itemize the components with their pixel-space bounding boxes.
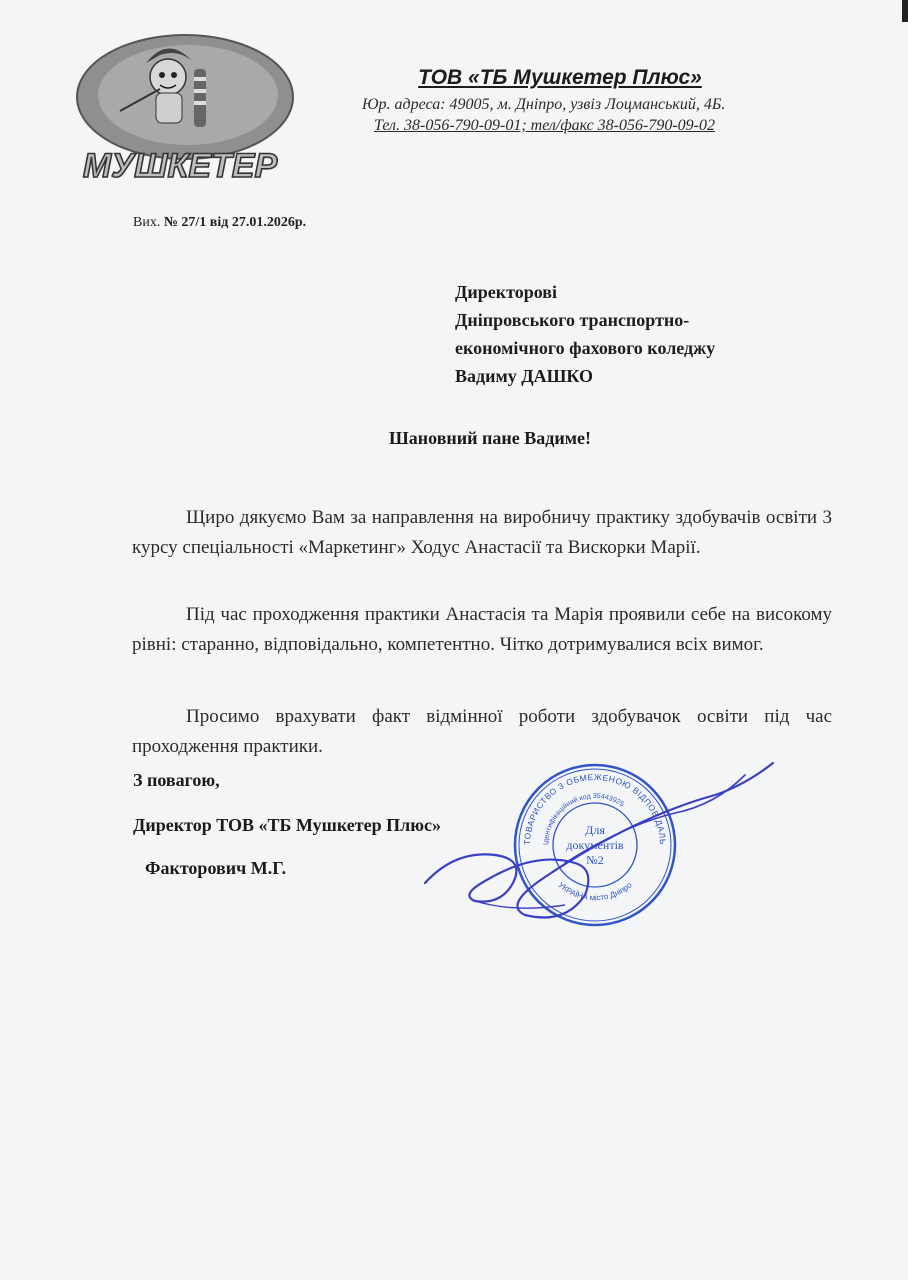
signatory-position: Директор ТОВ «ТБ Мушкетер Плюс» <box>133 815 441 835</box>
company-address: Юр. адреса: 49005, м. Дніпро, узвіз Лоцманський, 4Б. <box>362 96 726 113</box>
company-phones: Тел. 38-056-790-09-01; тел/факс 38-056-790-09-02 <box>374 117 715 134</box>
body-paragraph-text: Під час проходження практики Анастасія та Марія проявили себе на високому рівні: старанно, відповідально, компетентно. Чітко дотримувалися всіх вимог. <box>132 604 832 655</box>
addressee-line: Директорові <box>455 282 558 302</box>
logo-wordmark: МУШКЕТЕР <box>82 147 278 185</box>
body-paragraph <box>132 702 832 762</box>
body-paragraph-text: Щиро дякуємо Вам за направлення на виробничу практику здобувачів освіти 3 курсу спеціальності «Маркетинг» Ходус Анастасії та Вискорки Марії. <box>132 507 832 558</box>
addressee-line: Дніпровського транспортно- <box>455 310 690 330</box>
signature-graphic <box>415 755 785 925</box>
addressee-line: економічного фахового коледжу <box>455 338 716 358</box>
stamp-ring-text: ТОВАРИСТВО З ОБМЕЖЕНОЮ ВІДПОВІДАЛЬ <box>521 771 669 846</box>
company-logo <box>60 25 300 195</box>
signatory-name: Факторович М.Г. <box>145 858 287 878</box>
stamp-code-text: Ідентифікаційний код 35443925 <box>542 792 626 846</box>
body-paragraph <box>132 503 832 563</box>
addressee-block <box>455 278 715 390</box>
stamp-bottom-text: УКРАЇНА місто Дніпро <box>556 880 634 903</box>
handwritten-signature <box>415 755 785 925</box>
scan-edge-mark <box>902 0 908 22</box>
company-name: ТОВ «ТБ Мушкетер Плюс» <box>418 66 702 89</box>
body-paragraph-text: Просимо врахувати факт відмінної роботи здобувачок освіти під час проходження практики. <box>132 706 832 757</box>
outgoing-number <box>133 215 306 231</box>
stamp-center-line: Для <box>585 823 605 837</box>
addressee-line: Вадиму ДАШКО <box>455 366 593 386</box>
body-paragraph <box>132 600 832 660</box>
stamp-center-line: документів <box>566 838 624 852</box>
closing-regards: З повагою, <box>133 770 220 790</box>
stamp-center-line: №2 <box>586 853 604 867</box>
outgoing-value: № 27/1 від 27.01.2026р. <box>163 215 307 230</box>
outgoing-label: Вих. <box>133 215 161 230</box>
greeting: Шановний пане Вадиме! <box>389 428 591 448</box>
logo-graphic <box>60 25 300 195</box>
